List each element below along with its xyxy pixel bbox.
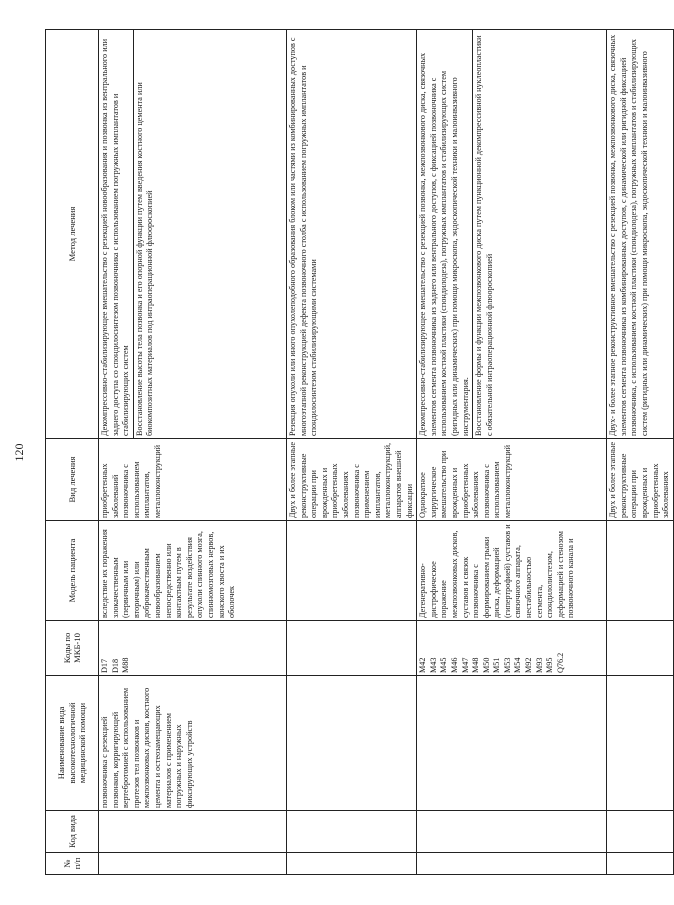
cell-num [417,853,607,875]
cell-model [607,521,674,621]
header-model: Модель пациента [46,521,99,621]
mkb-code: M92 [524,657,534,673]
cell-model: Дегенеративно-дистрофическое поражение межпозвонковых дисков, суставов и связок позвоночника с формированием грыжи диска, деформацией (гипертрофией) суставов и связочного аппарата, нестабильностью сегмента, спондилолистезом, деформацией и стенозом позвоночного канала и [417,521,607,621]
cell-codes [99,621,287,676]
mkb-code: M46 [449,657,459,673]
header-method: Метод лечения [46,30,99,439]
treatment-table [45,29,674,875]
mkb-code: M53 [502,657,512,673]
cell-method [287,30,417,439]
method-entry: Декомпрессивно-стабилизирующее вмешательство с резекцией новообразования и позвонка из вентрального или заднего доступа со спондилосинтезом позвоночника с использованием погружных имплантатов и стабилизирующих систем [99,30,134,438]
cell-num [99,853,287,875]
method-entry: Двух- и более этапное реконструктивное вмешательство с резекцией позвонка, межпозвонкового диска, связочных элементов сегмента позвоночника из комбинированных доступов, с динамической или ригидной фиксацией позвоночника, с использованием костной пластики (спондилодеза), погружных имплантатов и стабилизирующих систем (ригидных или динамических) при помощи микроскопа, эндоскопической техники и малоинвазивного [608,34,649,436]
mkb-code: Q76.2 [555,652,565,673]
cell-treatment: Двух и более этапные реконструктивные операции при врожденных и приобретенных заболеваниях позвоночника с применением имплантатов, металлоконструкций, аппаратов внешней фиксации [287,439,417,521]
cell-method [607,30,674,439]
cell-model [287,521,417,621]
method-entry: Декомпрессивно-стабилизирующее вмешательство с резекцией позвонка, межпозвонкового диска, связочных элементов сегмента позвоночника из заднего или вентрального доступов, с фиксацией позвоночника с использованием костной пластики (спондилодеза), погружных имплантатов и стабилизирующих систем (ригидных или динамических) при помощи микроскопа, эндоскопической техники и малоинвазивного инструментария. [417,30,473,438]
mkb-code: M48 [471,657,481,673]
rotated-table-sheet [12,30,671,875]
cell-treatment: Однократное хирургическое вмешательство при врожденных и приобретенных заболеваниях позвоночника с использованием металлоконструкций [417,439,607,521]
mkb-code: M88 [121,657,131,673]
table-row [287,30,417,875]
cell-method [417,30,607,439]
cell-num [287,853,417,875]
cell-name [607,676,674,811]
mkb-code: M54 [513,657,523,673]
mkb-code: D17 [100,658,109,673]
table-row [417,30,607,875]
mkb-code: M45 [439,657,449,673]
header-code: Код вида [46,811,99,853]
cell-codes [607,621,674,676]
mkb-code: M50 [481,657,491,673]
cell-code [287,811,417,853]
cell-treatment: Двух и более этапные реконструктивные операции при врожденных и приобретенных заболеваниях [607,439,674,521]
method-entry: Восстановление высоты тела позвонка и его опорной функции путем введения костного цемента или биокомпозитных материалов под интраоперационной флюороскопией [134,82,155,436]
method-entry: Восстановление формы и функции межпозвонкового диска путем пункционной декомпрессивной нуклеопластики с обязательной интраоперационной флюороскопией [474,35,494,436]
cell-codes [417,621,607,676]
mkb-code: M95 [545,657,555,673]
cell-name: позвоночника с резекцией позвонков, корригирующей вертебротомией с использованием протезов тел позвонков и межпозвонковых дисков, костного цемента и остеозамещающих материалов с применением погружных и наружных фиксирующих устройств [99,676,287,811]
mkb-code: M51 [492,657,502,673]
page-number: 120 [12,443,26,462]
cell-name [417,676,607,811]
mkb-code: D18 [110,658,120,673]
mkb-code: M42 [418,657,428,673]
header-num: № п/п [46,853,99,875]
cell-code [99,811,287,853]
cell-name [287,676,417,811]
mkb-code: M47 [460,657,470,673]
header-treat: Вид лечения [46,439,99,521]
cell-treatment: приобретенных заболеваний позвоночника с использованием имплантатов, металлоконструкций [99,439,287,521]
header-mkb: Коды по МКБ-10 [46,621,99,676]
table-row [99,30,287,875]
cell-code [607,811,674,853]
cell-model: вследствие их поражения злокачественным (первичным или вторичным) или доброкачественным новообразованием непосредственно или контактным путем в результате воздействия опухоли спинного мозга, спинномозговых нервов, конского хвоста и их оболочек [99,521,287,621]
header-name: Наименование вида высокотехнологичной медицинской помощи [46,676,99,811]
cell-method [99,30,287,439]
cell-code [417,811,607,853]
mkb-code: M93 [534,657,544,673]
method-entry: Резекция опухоли или иного опухолеподобного образования блоком или частями из комбинированных доступов с многоэтапной реконструкцией дефекта позвоночного столба с использованием погружных имплантатов и спондилосинтезом стабилизирующими системами [288,37,319,436]
table-row [607,30,674,875]
table-header-row [46,30,99,875]
cell-num [607,853,674,875]
mkb-code: M43 [428,657,438,673]
cell-codes [287,621,417,676]
